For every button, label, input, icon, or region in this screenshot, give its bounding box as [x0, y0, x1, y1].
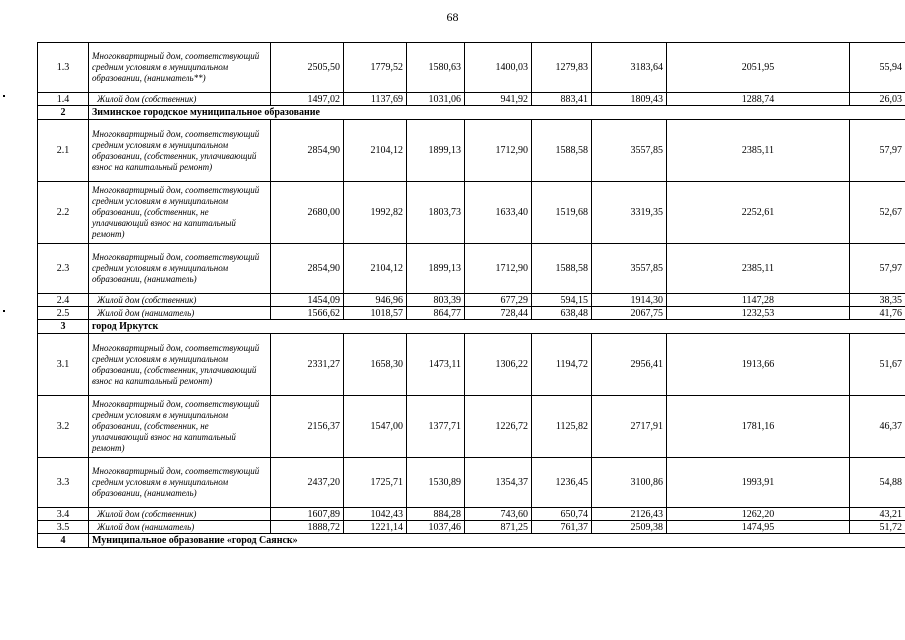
value-cell: 51,72	[850, 521, 905, 534]
value-cell: 1913,66	[667, 334, 850, 396]
table-row	[38, 508, 905, 521]
value-cell: 1194,72	[532, 334, 592, 396]
value-cell: 2126,43	[592, 508, 667, 521]
scan-artifact-mark	[3, 310, 5, 312]
value-cell: 1454,09	[271, 294, 344, 307]
section-row	[38, 534, 905, 548]
section-number: 4	[38, 534, 89, 548]
row-number: 2.3	[38, 244, 89, 294]
value-cell: 1547,00	[344, 396, 407, 458]
value-cell: 46,37	[850, 396, 905, 458]
value-cell: 1914,30	[592, 294, 667, 307]
value-cell: 1566,62	[271, 307, 344, 320]
value-cell: 1354,37	[465, 458, 532, 508]
value-cell: 1288,74	[667, 93, 850, 106]
value-cell: 2067,75	[592, 307, 667, 320]
value-cell: 677,29	[465, 294, 532, 307]
page-number: 68	[446, 10, 459, 24]
value-cell: 1779,52	[344, 43, 407, 93]
value-cell: 2385,11	[667, 120, 850, 182]
value-cell: 884,28	[407, 508, 465, 521]
value-cell: 761,37	[532, 521, 592, 534]
value-cell: 1221,14	[344, 521, 407, 534]
value-cell: 3100,86	[592, 458, 667, 508]
row-description: Многоквартирный дом, соответствующий средним условиям в муниципальном образовании, (собственник, не уплачивающий взнос на капитальный ремонт)	[89, 396, 271, 458]
row-description: Жилой дом (наниматель)	[89, 307, 271, 320]
section-row	[38, 106, 905, 120]
table-row	[38, 294, 905, 307]
value-cell: 38,35	[850, 294, 905, 307]
value-cell: 52,67	[850, 182, 905, 244]
table-row	[38, 396, 905, 458]
value-cell: 1530,89	[407, 458, 465, 508]
table-row	[38, 244, 905, 294]
table-row	[38, 182, 905, 244]
value-cell: 1888,72	[271, 521, 344, 534]
row-description: Жилой дом (наниматель)	[89, 521, 271, 534]
value-cell: 1580,63	[407, 43, 465, 93]
value-cell: 1306,22	[465, 334, 532, 396]
row-number: 1.4	[38, 93, 89, 106]
section-title: Муниципальное образование «город Саянск»	[89, 534, 905, 548]
value-cell: 1262,20	[667, 508, 850, 521]
value-cell: 638,48	[532, 307, 592, 320]
row-number: 3.5	[38, 521, 89, 534]
table-row	[38, 43, 905, 93]
value-cell: 2854,90	[271, 244, 344, 294]
row-description: Многоквартирный дом, соответствующий средним условиям в муниципальном образовании, (наниматель)	[89, 244, 271, 294]
row-description: Жилой дом (собственник)	[89, 294, 271, 307]
value-cell: 1137,69	[344, 93, 407, 106]
value-cell: 57,97	[850, 244, 905, 294]
value-cell: 728,44	[465, 307, 532, 320]
value-cell: 1031,06	[407, 93, 465, 106]
section-number: 3	[38, 320, 89, 334]
table-body	[38, 43, 905, 548]
row-number: 3.4	[38, 508, 89, 521]
row-number: 3.2	[38, 396, 89, 458]
value-cell: 2509,38	[592, 521, 667, 534]
value-cell: 2385,11	[667, 244, 850, 294]
row-number: 1.3	[38, 43, 89, 93]
row-description: Многоквартирный дом, соответствующий средним условиям в муниципальном образовании, (наниматель)	[89, 458, 271, 508]
value-cell: 1474,95	[667, 521, 850, 534]
value-cell: 2104,12	[344, 244, 407, 294]
value-cell: 1899,13	[407, 120, 465, 182]
value-cell: 1712,90	[465, 120, 532, 182]
value-cell: 1607,89	[271, 508, 344, 521]
row-description: Многоквартирный дом, соответствующий средним условиям в муниципальном образовании, (собственник, уплачивающий взнос на капитальный ремонт)	[89, 120, 271, 182]
value-cell: 594,15	[532, 294, 592, 307]
value-cell: 57,97	[850, 120, 905, 182]
value-cell: 1588,58	[532, 120, 592, 182]
row-number: 2.2	[38, 182, 89, 244]
value-cell: 941,92	[465, 93, 532, 106]
row-number: 2.5	[38, 307, 89, 320]
value-cell: 1992,82	[344, 182, 407, 244]
value-cell: 2437,20	[271, 458, 344, 508]
value-cell: 2956,41	[592, 334, 667, 396]
value-cell: 1473,11	[407, 334, 465, 396]
section-row	[38, 320, 905, 334]
value-cell: 3319,35	[592, 182, 667, 244]
value-cell: 2854,90	[271, 120, 344, 182]
section-title: город Иркутск	[89, 320, 905, 334]
value-cell: 1993,91	[667, 458, 850, 508]
section-title: Зиминское городское муниципальное образование	[89, 106, 905, 120]
value-cell: 2104,12	[344, 120, 407, 182]
value-cell: 1497,02	[271, 93, 344, 106]
value-cell: 1147,28	[667, 294, 850, 307]
row-description: Многоквартирный дом, соответствующий средним условиям в муниципальном образовании, (наниматель**)	[89, 43, 271, 93]
table-row	[38, 334, 905, 396]
row-description: Жилой дом (собственник)	[89, 508, 271, 521]
value-cell: 54,88	[850, 458, 905, 508]
value-cell: 2156,37	[271, 396, 344, 458]
value-cell: 1809,43	[592, 93, 667, 106]
value-cell: 1712,90	[465, 244, 532, 294]
table-row	[38, 93, 905, 106]
row-description: Жилой дом (собственник)	[89, 93, 271, 106]
value-cell: 743,60	[465, 508, 532, 521]
row-description: Многоквартирный дом, соответствующий средним условиям в муниципальном образовании, (собственник, не уплачивающий взнос на капитальный ремонт)	[89, 182, 271, 244]
value-cell: 1279,83	[532, 43, 592, 93]
table-row	[38, 458, 905, 508]
value-cell: 3557,85	[592, 120, 667, 182]
value-cell: 1725,71	[344, 458, 407, 508]
value-cell: 946,96	[344, 294, 407, 307]
value-cell: 2252,61	[667, 182, 850, 244]
tariff-table	[37, 42, 905, 548]
value-cell: 43,21	[850, 508, 905, 521]
value-cell: 2331,27	[271, 334, 344, 396]
value-cell: 2051,95	[667, 43, 850, 93]
value-cell: 3183,64	[592, 43, 667, 93]
value-cell: 1018,57	[344, 307, 407, 320]
scan-artifact-mark	[3, 95, 5, 97]
value-cell: 1519,68	[532, 182, 592, 244]
table-row	[38, 120, 905, 182]
value-cell: 55,94	[850, 43, 905, 93]
value-cell: 1042,43	[344, 508, 407, 521]
value-cell: 41,76	[850, 307, 905, 320]
table-row	[38, 521, 905, 534]
section-number: 2	[38, 106, 89, 120]
value-cell: 871,25	[465, 521, 532, 534]
table-row	[38, 307, 905, 320]
value-cell: 1899,13	[407, 244, 465, 294]
value-cell: 1658,30	[344, 334, 407, 396]
value-cell: 1588,58	[532, 244, 592, 294]
value-cell: 3557,85	[592, 244, 667, 294]
value-cell: 51,67	[850, 334, 905, 396]
value-cell: 1232,53	[667, 307, 850, 320]
value-cell: 1400,03	[465, 43, 532, 93]
value-cell: 803,39	[407, 294, 465, 307]
row-number: 3.1	[38, 334, 89, 396]
value-cell: 864,77	[407, 307, 465, 320]
value-cell: 1125,82	[532, 396, 592, 458]
value-cell: 1803,73	[407, 182, 465, 244]
row-number: 3.3	[38, 458, 89, 508]
value-cell: 1781,16	[667, 396, 850, 458]
value-cell: 650,74	[532, 508, 592, 521]
value-cell: 1377,71	[407, 396, 465, 458]
value-cell: 2680,00	[271, 182, 344, 244]
row-description: Многоквартирный дом, соответствующий средним условиям в муниципальном образовании, (собственник, уплачивающий взнос на капитальный ремонт)	[89, 334, 271, 396]
row-number: 2.1	[38, 120, 89, 182]
value-cell: 1226,72	[465, 396, 532, 458]
value-cell: 883,41	[532, 93, 592, 106]
value-cell: 1633,40	[465, 182, 532, 244]
row-number: 2.4	[38, 294, 89, 307]
value-cell: 1037,46	[407, 521, 465, 534]
value-cell: 2505,50	[271, 43, 344, 93]
value-cell: 26,03	[850, 93, 905, 106]
value-cell: 2717,91	[592, 396, 667, 458]
value-cell: 1236,45	[532, 458, 592, 508]
